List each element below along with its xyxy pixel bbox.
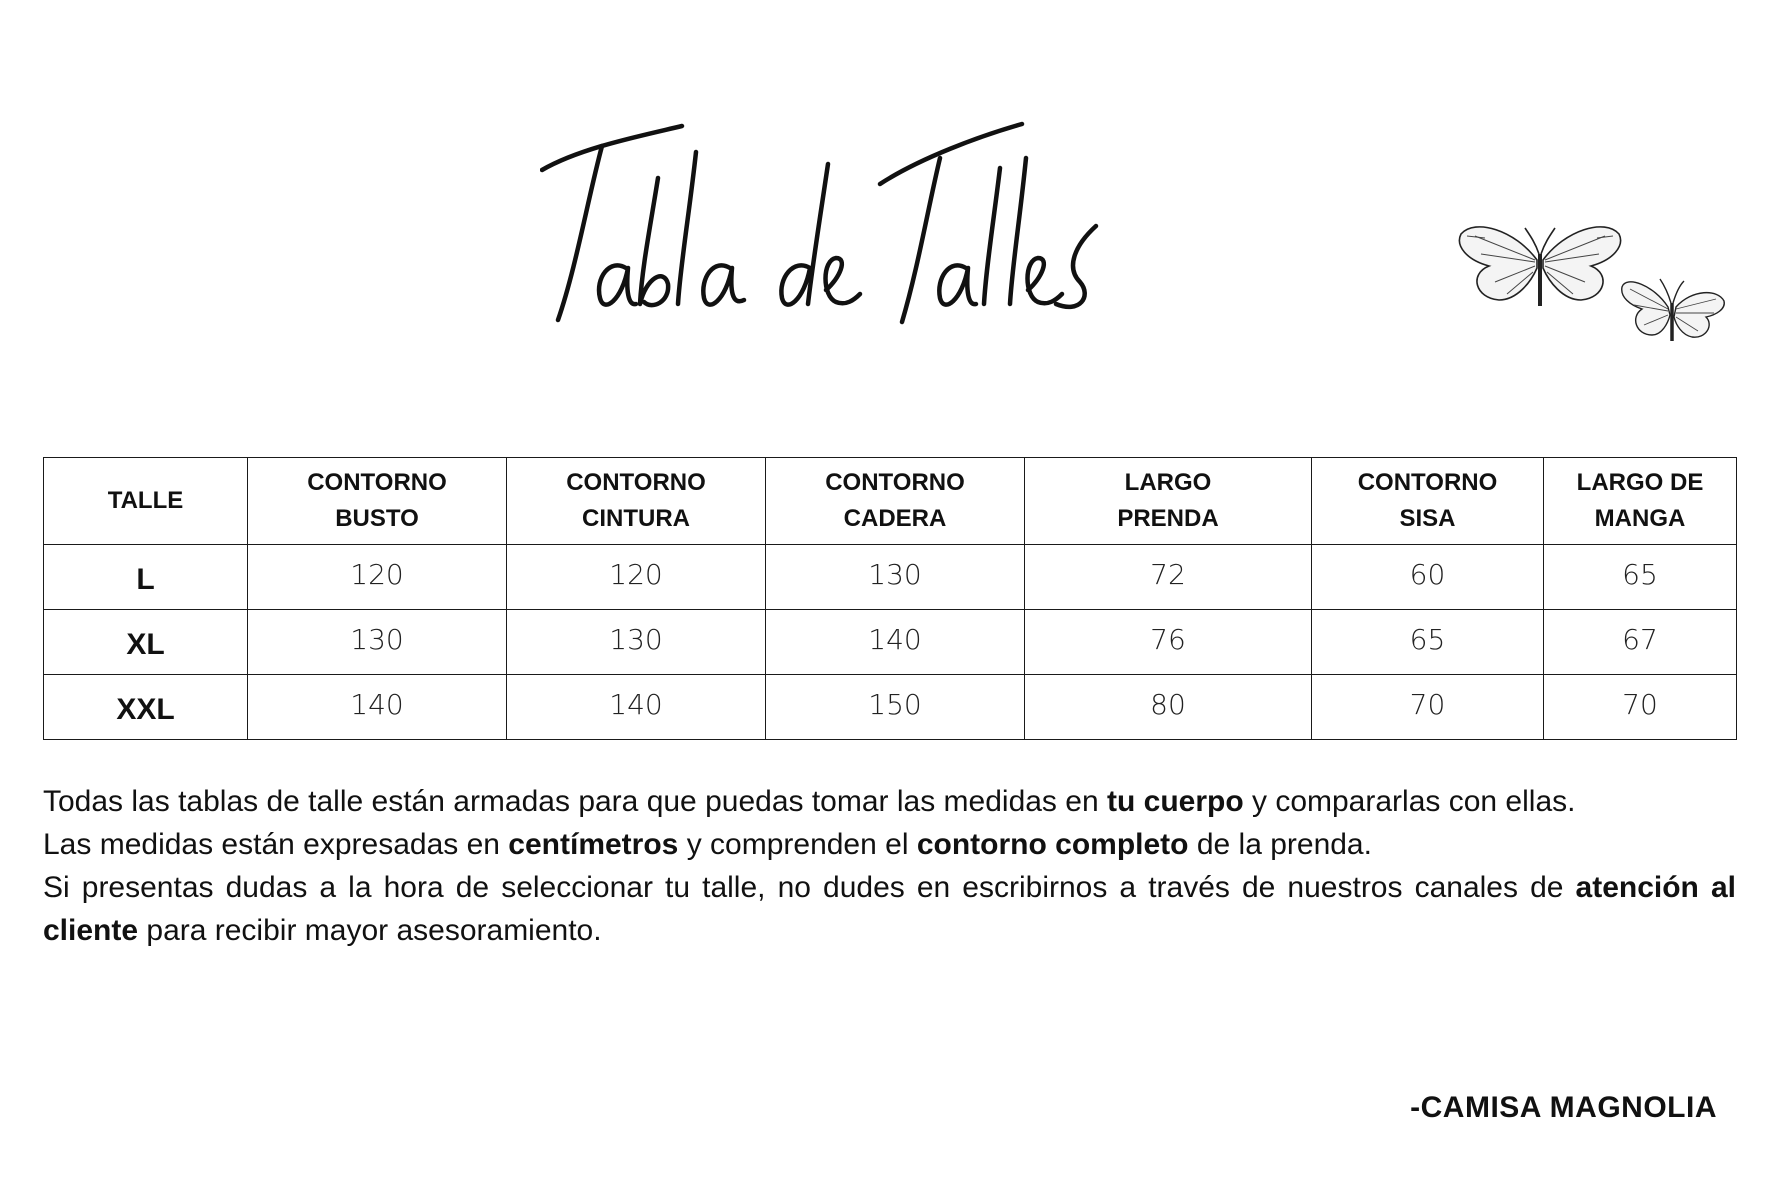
column-header-contorno-sisa: CONTORNO SISA <box>1312 458 1544 545</box>
column-header-contorno-cintura: CONTORNO CINTURA <box>507 458 766 545</box>
description-line-2: Las medidas están expresadas en centímetros y comprenden el contorno completo de la prenda. <box>43 828 1372 861</box>
table-cell: 130 <box>507 610 766 675</box>
table-row <box>44 675 1737 740</box>
table-cell: 76 <box>1025 610 1312 675</box>
table-cell: 140 <box>507 675 766 740</box>
table-cell: 130 <box>766 545 1025 610</box>
table-cell: 120 <box>248 545 507 610</box>
size-cell: XL <box>44 610 248 675</box>
description-line-1: Todas las tablas de talle están armadas para que puedas tomar las medidas en tu cuerpo y compararlas con ellas. <box>43 785 1576 818</box>
column-header-largo-prenda: LARGO PRENDA <box>1025 458 1312 545</box>
description-text <box>43 780 1736 952</box>
script-title-drawing <box>540 118 1120 338</box>
table-row <box>44 610 1737 675</box>
table-cell: 130 <box>248 610 507 675</box>
column-header-contorno-busto: CONTORNO BUSTO <box>248 458 507 545</box>
table-cell: 65 <box>1312 610 1544 675</box>
page-title <box>540 118 1120 338</box>
table-row <box>44 545 1737 610</box>
butterfly-icon <box>1618 267 1728 347</box>
size-cell: L <box>44 545 248 610</box>
description-line-3: Si presentas dudas a la hora de seleccionar tu talle, no dudes en escribirnos a través de nuestros canales de atención al cliente para recibir mayor asesoramiento. <box>43 871 1736 947</box>
table-header-row <box>44 458 1737 545</box>
butterfly-icon <box>1455 220 1625 320</box>
table-cell: 80 <box>1025 675 1312 740</box>
product-signature: -CAMISA MAGNOLIA <box>1410 1091 1717 1124</box>
table-cell: 120 <box>507 545 766 610</box>
table-cell: 70 <box>1544 675 1737 740</box>
table-cell: 65 <box>1544 545 1737 610</box>
column-header-talle: TALLE <box>44 458 248 545</box>
table-cell: 140 <box>248 675 507 740</box>
size-cell: XXL <box>44 675 248 740</box>
size-table <box>43 457 1737 740</box>
table-cell: 67 <box>1544 610 1737 675</box>
column-header-largo-de-manga: LARGO DE MANGA <box>1544 458 1737 545</box>
table-cell: 60 <box>1312 545 1544 610</box>
table-cell: 140 <box>766 610 1025 675</box>
table-cell: 72 <box>1025 545 1312 610</box>
table-cell: 70 <box>1312 675 1544 740</box>
column-header-contorno-cadera: CONTORNO CADERA <box>766 458 1025 545</box>
table-cell: 150 <box>766 675 1025 740</box>
